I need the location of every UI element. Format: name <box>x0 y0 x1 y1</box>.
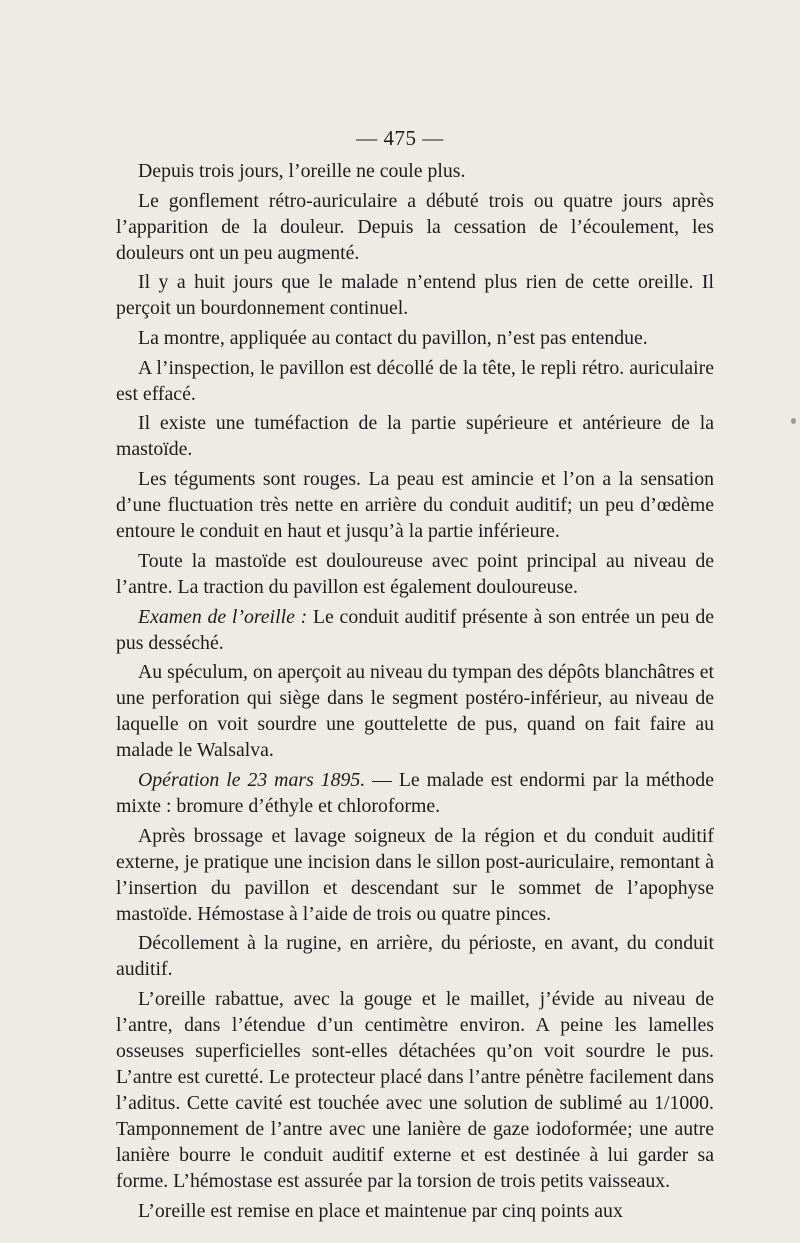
paragraph: Les téguments sont rouges. La peau est amincie et l’on a la sensation d’une fluctuation très nette en arrière du conduit auditif; un peu d’œdème entoure le conduit en haut et jusqu’à la partie inférieure. <box>116 468 714 543</box>
italic-heading: Examen de l’oreille : <box>138 605 308 628</box>
paragraph: La montre, appliquée au contact du pavillon, n’est pas entendue. <box>138 327 648 350</box>
paragraph: Décollement à la rugine, en arrière, du périoste, en avant, du conduit auditif. <box>116 932 714 981</box>
paragraph: Examen de l’oreille : Le conduit auditif présente à son entrée un peu de pus desséché. <box>116 605 714 654</box>
body-text <box>116 158 714 1227</box>
page-number: — 475 — <box>356 126 444 150</box>
paragraph: Le gonflement rétro-auriculaire a débuté trois ou quatre jours après l’apparition de la douleur. Depuis la cessation de l’écoulement, les douleurs ont un peu augmenté. <box>116 189 714 264</box>
paragraph: L’oreille rabattue, avec la gouge et le maillet, j’évide au niveau de l’antre, dans l’étendue d’un centimètre environ. A peine les lamelles osseuses superficielles sont-elles détachées qu’on voit sourdre le pus. L’antre est curetté. Le protecteur placé dans l’antre pénètre facilement dans l’aditus. Cette cavité est touchée avec une solution de sublimé au 1/1000. Tamponnement de l’antre avec une lanière de gaze iodoformée; une autre lanière bourre le conduit auditif externe et est destinée à lui garder sa forme. L’hémostase est assurée par la torsion de trois petits vaisseaux. <box>116 987 714 1192</box>
paper-speck <box>791 418 796 424</box>
italic-heading: Opération le 23 mars 1895. <box>138 768 366 791</box>
paragraph: Toute la mastoïde est douloureuse avec point principal au niveau de l’antre. La traction du pavillon est également douloureuse. <box>116 549 714 598</box>
paragraph: A l’inspection, le pavillon est décollé de la tête, le repli rétro. auriculaire est effacé. <box>116 356 714 405</box>
paragraph: Au spéculum, on aperçoit au niveau du tympan des dépôts blanchâtres et une perforation qui siège dans le segment postéro-inférieur, au niveau de laquelle on voit sourdre une gouttelette de pus, quand on fait faire au malade le Walsalva. <box>116 661 714 762</box>
paragraph: Opération le 23 mars 1895. — Le malade est endormi par la méthode mixte : bromure d’éthyle et chloroforme. <box>116 768 714 817</box>
paragraph: Il y a huit jours que le malade n’entend plus rien de cette oreille. Il perçoit un bourdonnement continuel. <box>116 271 714 320</box>
paragraph: Après brossage et lavage soigneux de la région et du conduit auditif externe, je pratique une incision dans le sillon post-auriculaire, remontant à l’insertion du pavillon et descendant sur le sommet de l’apophyse mastoïde. Hémostase à l’aide de trois ou quatre pinces. <box>116 824 714 925</box>
paragraph: L’oreille est remise en place et maintenue par cinq points aux <box>138 1199 623 1222</box>
paragraph: Depuis trois jours, l’oreille ne coule plus. <box>138 160 466 182</box>
paragraph: Il existe une tuméfaction de la partie supérieure et antérieure de la mastoïde. <box>116 412 714 461</box>
